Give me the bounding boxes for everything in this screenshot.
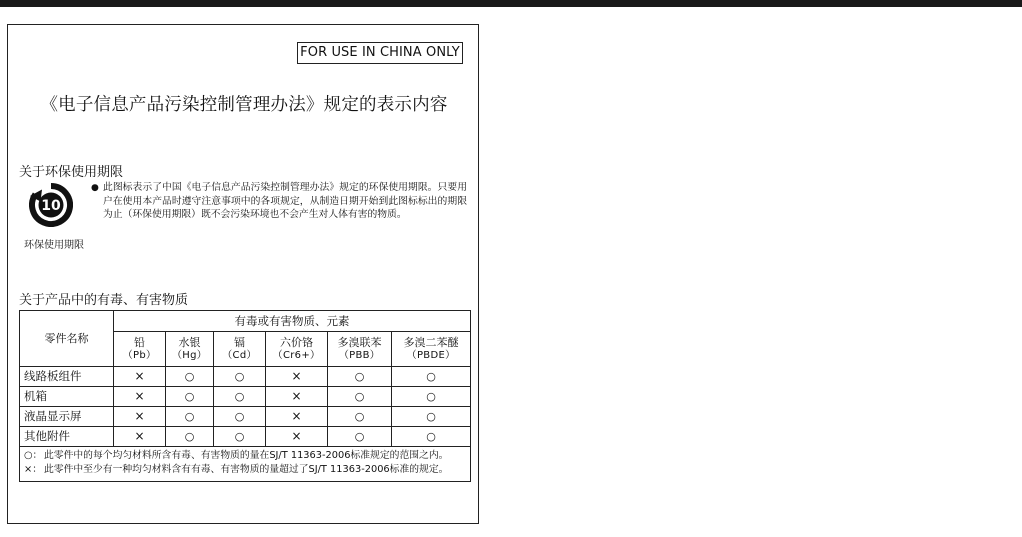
table-row: [20, 367, 471, 387]
mark-cell: ×: [114, 407, 166, 427]
mark-cell: ×: [266, 387, 328, 407]
hazard-section-heading: 关于产品中的有毒、有害物质: [19, 293, 189, 308]
page-title: 《电子信息产品污染控制管理办法》规定的表示内容: [40, 95, 448, 115]
mark-cell: ○: [214, 407, 266, 427]
note-text: 此零件中的每个均匀材料所含有毒、有害物质的量在SJ/T 11363-2006标准规定的范围之内。: [44, 450, 449, 461]
efup-description: 此图标表示了中国《电子信息产品污染控制管理办法》规定的环保使用期限。只要用户在使用本产品时遵守注意事项中的各项规定，从制造日期开始到此图标标出的期限为止（环保使用期限）既不会污染环境也不会产生对人体有害的物质。: [103, 182, 467, 220]
substance-symbol: （PBDE）: [406, 350, 456, 361]
table-row: [20, 387, 471, 407]
substance-name: 六价铬: [280, 336, 313, 349]
mark-cell: ○: [166, 367, 214, 387]
china-only-badge: FOR USE IN CHINA ONLY: [297, 42, 463, 64]
mark-cell: ○: [328, 427, 392, 447]
mark-cell: ×: [266, 407, 328, 427]
substance-symbol: （Cd）: [222, 350, 257, 361]
part-name-cell: 线路板组件: [20, 367, 114, 387]
substance-header: [114, 332, 166, 367]
top-border-bar: [0, 0, 1022, 7]
substance-name: 多溴二苯醚: [403, 336, 459, 349]
note-symbol: ○：: [24, 450, 43, 461]
mark-cell: ×: [114, 387, 166, 407]
notes-row: [20, 447, 471, 482]
mark-cell: ○: [166, 427, 214, 447]
bullet-icon: ●: [91, 183, 99, 193]
substance-name: 镉: [234, 336, 245, 349]
hazardous-substances-table: [19, 310, 471, 482]
efup-logo-number: 10: [41, 198, 61, 214]
china-rohs-panel: [7, 24, 479, 524]
mark-cell: ○: [392, 407, 471, 427]
mark-cell: ○: [166, 407, 214, 427]
mark-cell: ○: [214, 427, 266, 447]
note-line: [24, 449, 467, 463]
substance-symbol: （PBB）: [338, 350, 381, 361]
substance-header: [392, 332, 471, 367]
substances-group-header: 有毒或有害物质、元素: [114, 311, 471, 332]
mark-cell: ○: [328, 367, 392, 387]
table-row: [20, 407, 471, 427]
part-name-cell: 机箱: [20, 387, 114, 407]
note-text: 此零件中至少有一种均匀材料含有有毒、有害物质的量超过了SJ/T 11363-2006标准的规定。: [44, 463, 449, 475]
substance-name: 水银: [178, 336, 201, 349]
substance-name: 多溴联苯: [337, 336, 382, 349]
mark-cell: ×: [114, 367, 166, 387]
part-name-header: 零件名称: [20, 311, 114, 367]
mark-cell: ○: [392, 427, 471, 447]
substance-header: [166, 332, 214, 367]
table-row: [20, 427, 471, 447]
mark-cell: ×: [114, 427, 166, 447]
substance-symbol: （Hg）: [171, 350, 208, 361]
efup-logo-caption: 环保使用期限: [24, 240, 84, 251]
note-symbol: ×：: [24, 463, 43, 475]
substance-header: [214, 332, 266, 367]
mark-cell: ×: [266, 367, 328, 387]
part-name-cell: 其他附件: [20, 427, 114, 447]
substance-symbol: （Pb）: [122, 350, 157, 361]
mark-cell: ○: [328, 387, 392, 407]
substance-header: [266, 332, 328, 367]
efup-10-years-icon: [29, 183, 73, 227]
mark-cell: ○: [328, 407, 392, 427]
mark-cell: ○: [392, 387, 471, 407]
substance-header: [328, 332, 392, 367]
mark-cell: ○: [166, 387, 214, 407]
mark-cell: ○: [214, 367, 266, 387]
part-name-cell: 液晶显示屏: [20, 407, 114, 427]
mark-cell: ○: [214, 387, 266, 407]
legend-notes: [20, 447, 471, 482]
note-line: [24, 463, 467, 477]
efup-section-heading: 关于环保使用期限: [19, 165, 124, 180]
mark-cell: ×: [266, 427, 328, 447]
substance-name: 铅: [134, 336, 145, 349]
mark-cell: ○: [392, 367, 471, 387]
substance-symbol: （Cr6+）: [272, 350, 321, 361]
